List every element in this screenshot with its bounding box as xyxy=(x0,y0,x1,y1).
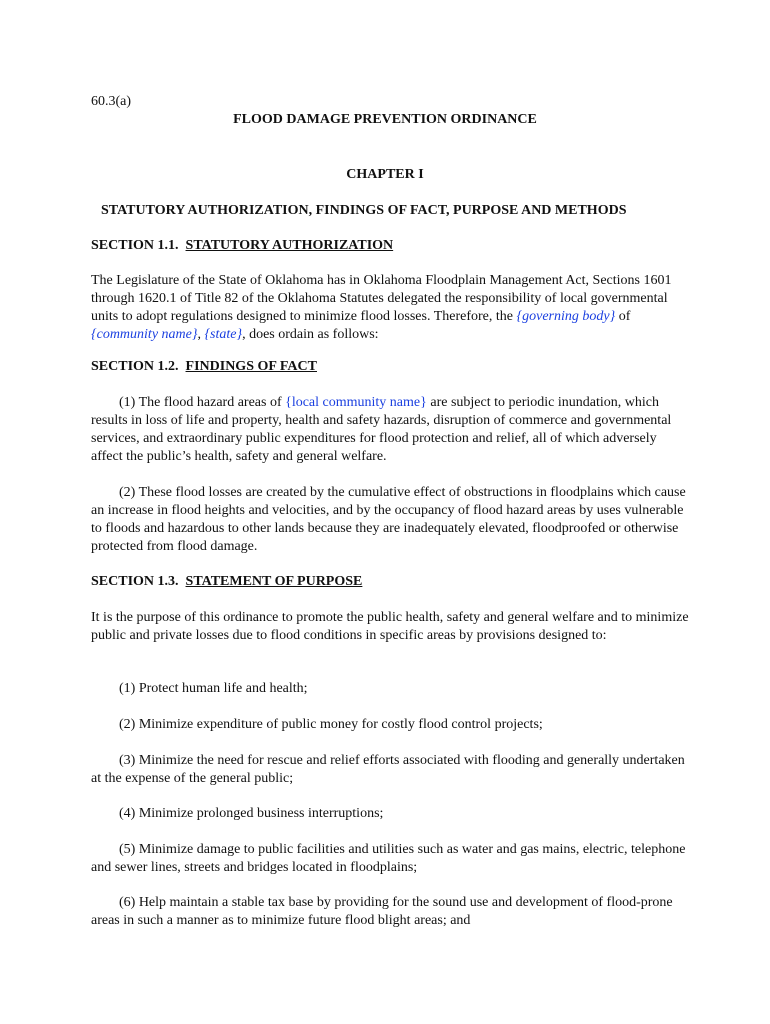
purpose-item xyxy=(91,894,691,930)
paragraph-text: (2) These flood losses are created by the cumulative effect of obstructions in floodplains which cause an increase in flood heights and velocities, and by the occupancy of flood hazard areas by uses vulnerable to floods and hazardous to other lands because they are inadequately elevated, floodproofed or otherwise protected from flood damage. xyxy=(91,485,686,554)
section-1-3-heading xyxy=(91,573,691,591)
purpose-item-text: (3) Minimize the need for rescue and relief efforts associated with flooding and generally undertaken at the expense of the general public; xyxy=(91,753,685,786)
purpose-item-text: (4) Minimize prolonged business interruptions; xyxy=(119,806,384,821)
document-title: FLOOD DAMAGE PREVENTION ORDINANCE xyxy=(233,112,537,127)
paragraph-purpose-intro: It is the purpose of this ordinance to promote the public health, safety and general welfare and to minimize public and private losses due to flood conditions in specific areas by provisions designed to: xyxy=(91,610,689,643)
purpose-item-text: (5) Minimize damage to public facilities and utilities such as water and gas mains, electric, telephone and sewer lines, streets and bridges located in floodplains; xyxy=(91,842,686,875)
purpose-item xyxy=(91,841,691,877)
section-number: SECTION 1.1. xyxy=(91,238,179,253)
paragraph-statutory-authorization xyxy=(91,272,691,344)
placeholder-governing-body: {governing body} xyxy=(516,309,616,324)
purpose-item xyxy=(91,716,691,734)
paragraph-text: (1) The flood hazard areas of xyxy=(119,395,286,410)
purpose-item xyxy=(91,805,691,823)
section-name: STATEMENT OF PURPOSE xyxy=(185,574,363,589)
section-1-2-heading xyxy=(91,358,691,376)
section-name: FINDINGS OF FACT xyxy=(185,359,317,374)
chapter-title: STATUTORY AUTHORIZATION, FINDINGS OF FACT, PURPOSE AND METHODS xyxy=(101,203,627,218)
section-number: SECTION 1.3. xyxy=(91,574,179,589)
paragraph-text: are subject to periodic inundation, which results in loss of life and property, health and safety hazards, disruption of commerce and governmental services, and extraordinary public expenditures for flood protection and relief, all of which adversely affect the public’s health, safety and general welfare. xyxy=(91,395,672,464)
paragraph-text: , does ordain as follows: xyxy=(242,327,379,342)
purpose-item-text: (6) Help maintain a stable tax base by providing for the sound use and development of flood-prone areas in such a manner as to minimize future flood blight areas; and xyxy=(91,895,673,928)
placeholder-state: {state} xyxy=(204,327,243,342)
paragraph-text: , xyxy=(197,327,205,342)
purpose-item xyxy=(91,752,691,788)
paragraph-finding-1 xyxy=(91,394,691,466)
placeholder-community-name: {community name} xyxy=(91,327,198,342)
section-1-1-heading xyxy=(91,237,691,255)
section-name: STATUTORY AUTHORIZATION xyxy=(185,238,394,253)
chapter-heading: CHAPTER I xyxy=(346,167,424,182)
purpose-item-text: (2) Minimize expenditure of public money for costly flood control projects; xyxy=(119,717,543,732)
paragraph-text: of xyxy=(615,309,631,324)
placeholder-local-community-name: {local community name} xyxy=(285,395,427,410)
paragraph-finding-2 xyxy=(91,484,691,556)
purpose-item-text: (1) Protect human life and health; xyxy=(119,681,308,696)
document-reference: 60.3(a) xyxy=(91,94,132,109)
section-number: SECTION 1.2. xyxy=(91,359,179,374)
purpose-item xyxy=(91,680,691,698)
paragraph-text: The Legislature of the State of Oklahoma has in Oklahoma Floodplain Management Act, Sections 1601 through 1620.1 of Title 82 of the Oklahoma Statutes delegated the responsibility of local governmental units to adopt regulations designed to minimize flood losses. Therefore, the xyxy=(91,273,672,324)
